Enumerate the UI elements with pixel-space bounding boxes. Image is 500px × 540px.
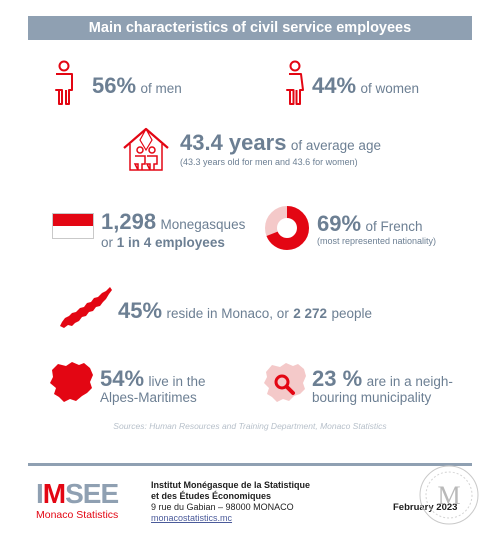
women-label: of women — [360, 81, 420, 96]
alpes-stat — [100, 366, 206, 392]
monaco-flag-icon — [52, 213, 94, 239]
monegasques-stat — [101, 209, 245, 235]
monegasques-value: 1,298 — [101, 209, 157, 234]
age-label: of average age — [290, 138, 381, 153]
page-title: Main characteristics of civil service employees — [28, 16, 472, 40]
monegasques-label: Monegasques — [160, 217, 246, 232]
imsee-logo — [36, 478, 118, 510]
neighbouring-value: 23 % — [312, 366, 363, 391]
age-stat — [180, 130, 381, 156]
institute-name-line2: et des Études Économiques — [151, 491, 272, 501]
logo-part-i: I — [36, 478, 43, 509]
seal-icon — [418, 464, 480, 526]
institute-address: 9 rue du Gabian – 98000 MONACO — [151, 502, 294, 512]
donut-chart-icon — [264, 205, 310, 251]
residence-stat — [118, 298, 372, 324]
residence-suffix: people — [331, 306, 373, 321]
residence-value: 45% — [118, 298, 163, 323]
woman-icon — [282, 60, 308, 106]
man-icon — [50, 60, 78, 106]
french-stat — [317, 211, 423, 237]
people-house-icon — [120, 126, 172, 174]
monegasques-ratio-prefix: or — [101, 235, 114, 250]
alpes-value: 54% — [100, 366, 145, 391]
women-value: 44% — [312, 73, 357, 98]
logo-part-see: SEE — [65, 478, 119, 509]
institute-name-line1: Institut Monégasque de la Statistique — [151, 480, 311, 490]
men-label: of men — [140, 81, 182, 96]
neighbouring-label: are in a neigh- — [366, 374, 453, 389]
footer-divider — [28, 463, 472, 466]
monegasques-ratio — [101, 235, 225, 250]
monegasques-ratio-value: 1 in 4 employees — [116, 235, 225, 250]
alpes-maritimes-map-icon — [46, 360, 96, 404]
age-value: 43.4 years — [180, 130, 287, 155]
magnifier-map-icon — [262, 360, 310, 404]
logo-part-m: M — [42, 478, 66, 509]
age-note: (43.3 years old for men and 43.6 for women) — [180, 157, 358, 167]
seal-letter: M — [437, 481, 461, 510]
neighbouring-region: bouring municipality — [312, 390, 432, 405]
monaco-map-icon — [58, 285, 114, 331]
alpes-region: Alpes-Maritimes — [100, 390, 197, 405]
sources-note: Sources: Human Resources and Training Department, Monaco Statistics — [113, 421, 387, 431]
website-link[interactable]: monacostatistics.mc — [151, 513, 233, 523]
neighbouring-stat — [312, 366, 453, 392]
french-label: of French — [365, 219, 423, 234]
alpes-label: live in the — [148, 374, 206, 389]
women-stat — [312, 73, 419, 99]
french-value: 69% — [317, 211, 362, 236]
residence-count: 2 272 — [293, 306, 328, 321]
french-note: (most represented nationality) — [317, 236, 437, 246]
men-stat — [92, 73, 182, 99]
publication-date: February 2023 — [393, 502, 458, 513]
residence-label: reside in Monaco, or — [166, 306, 289, 321]
men-value: 56% — [92, 73, 137, 98]
logo-subtitle: Monaco Statistics — [36, 509, 119, 521]
